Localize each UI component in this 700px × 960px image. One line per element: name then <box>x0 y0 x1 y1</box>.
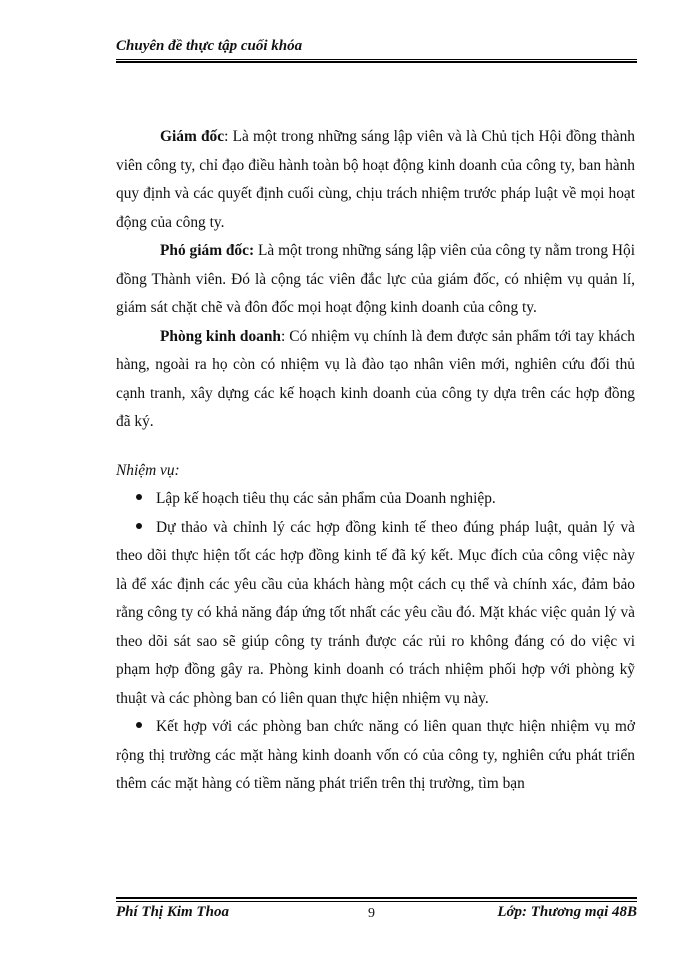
footer-divider <box>116 901 637 902</box>
footer-class: Lớp: Thương mại 48B <box>497 904 637 920</box>
role-paragraph-director: Giám đốc: Là một trong những sáng lập viên và là Chủ tịch Hội đồng thành viên công ty, chỉ đạo điều hành toàn bộ hoạt động kinh doanh của công ty, ban hành quy định và các quyết định cuối cùng, chịu trách nhiệm trước pháp luật về mọi hoạt động của công ty. <box>116 128 636 231</box>
role-paragraph-sales-department: Phòng kinh doanh: Có nhiệm vụ chính là đem được sản phẩm tới tay khách hàng, ngoài ra họ còn có nhiệm vụ là đào tạo nhân viên mới, nghiên cứu đối thủ cạnh tranh, xây dựng các kế hoạch kinh doanh của công ty dựa trên các hợp đồng đã ký. <box>116 327 635 430</box>
list-item: Kết hợp với các phòng ban chức năng có liên quan thực hiện nhiệm vụ mở rộng thị trường các mặt hàng kinh doanh vốn có của công ty, nghiên cứu phát triển thêm các mặt hàng có tiềm năng phát triển trên thị trường, tìm bạn <box>116 718 635 792</box>
header-divider <box>116 59 637 60</box>
role-description: Là một trong những sáng lập viên của công ty nằm trong Hội đồng Thành viên. Đó là cộng tác viên đắc lực của giám đốc, có nhiệm vụ quản lí, giám sát chặt chẽ và đôn đốc mọi hoạt động kinh doanh của công ty. <box>116 242 635 316</box>
footer-author: Phí Thị Kim Thoa <box>116 904 229 920</box>
bullet-icon <box>136 523 142 529</box>
document-body <box>116 123 635 799</box>
role-term: Giám đốc <box>160 128 225 145</box>
duties-list <box>116 485 635 799</box>
header-divider-thick <box>116 61 637 63</box>
duties-heading: Nhiệm vụ: <box>116 461 180 479</box>
list-item: Lập kế hoạch tiêu thụ các sản phẩm của Doanh nghiệp. <box>116 485 635 514</box>
role-description: Là một trong những sáng lập viên và là Chủ tịch Hội đồng thành viên công ty, chỉ đạo điều hành toàn bộ hoạt động kinh doanh của công ty, ban hành quy định và các quyết định cuối cùng, chịu trách nhiệm trước pháp luật về mọi hoạt động của công ty. <box>116 128 636 231</box>
role-paragraph-vice-director <box>116 237 635 323</box>
list-item: Dự thảo và chỉnh lý các hợp đồng kinh tế theo đúng pháp luật, quản lý và theo dõi thực hiện tốt các hợp đồng kinh tế đã ký kết. Mục đích của công việc này là để xác định các yêu cầu của khách hàng một cách cụ thể và chính xác, đảm bảo rằng công ty có khả năng đáp ứng tốt nhất các yêu cầu đó. Mặt khác việc quản lý và theo dõi sát sao sẽ giúp công ty tránh được các rủi ro không đáng có do việc vi phạm hợp đồng gây ra. Phòng kinh doanh có trách nhiệm phối hợp với phòng kỹ thuật và các phòng ban có liên quan thực hiện nhiệm vụ này. <box>116 518 635 707</box>
bullet-icon <box>136 494 142 500</box>
bullet-icon <box>136 722 142 728</box>
role-term: Phó giám đốc: <box>160 242 255 259</box>
footer-divider-thick <box>116 897 637 899</box>
header-title: Chuyên đề thực tập cuối khóa <box>116 38 303 54</box>
page-number: 9 <box>368 906 375 921</box>
role-term: Phòng kinh doanh <box>160 327 281 345</box>
role-description: Có nhiệm vụ chính là đem được sản phẩm tới tay khách hàng, ngoài ra họ còn có nhiệm vụ là đào tạo nhân viên mới, nghiên cứu đối thủ cạnh tranh, xây dựng các kế hoạch kinh doanh của công ty dựa trên các hợp đồng đã ký. <box>116 327 635 430</box>
